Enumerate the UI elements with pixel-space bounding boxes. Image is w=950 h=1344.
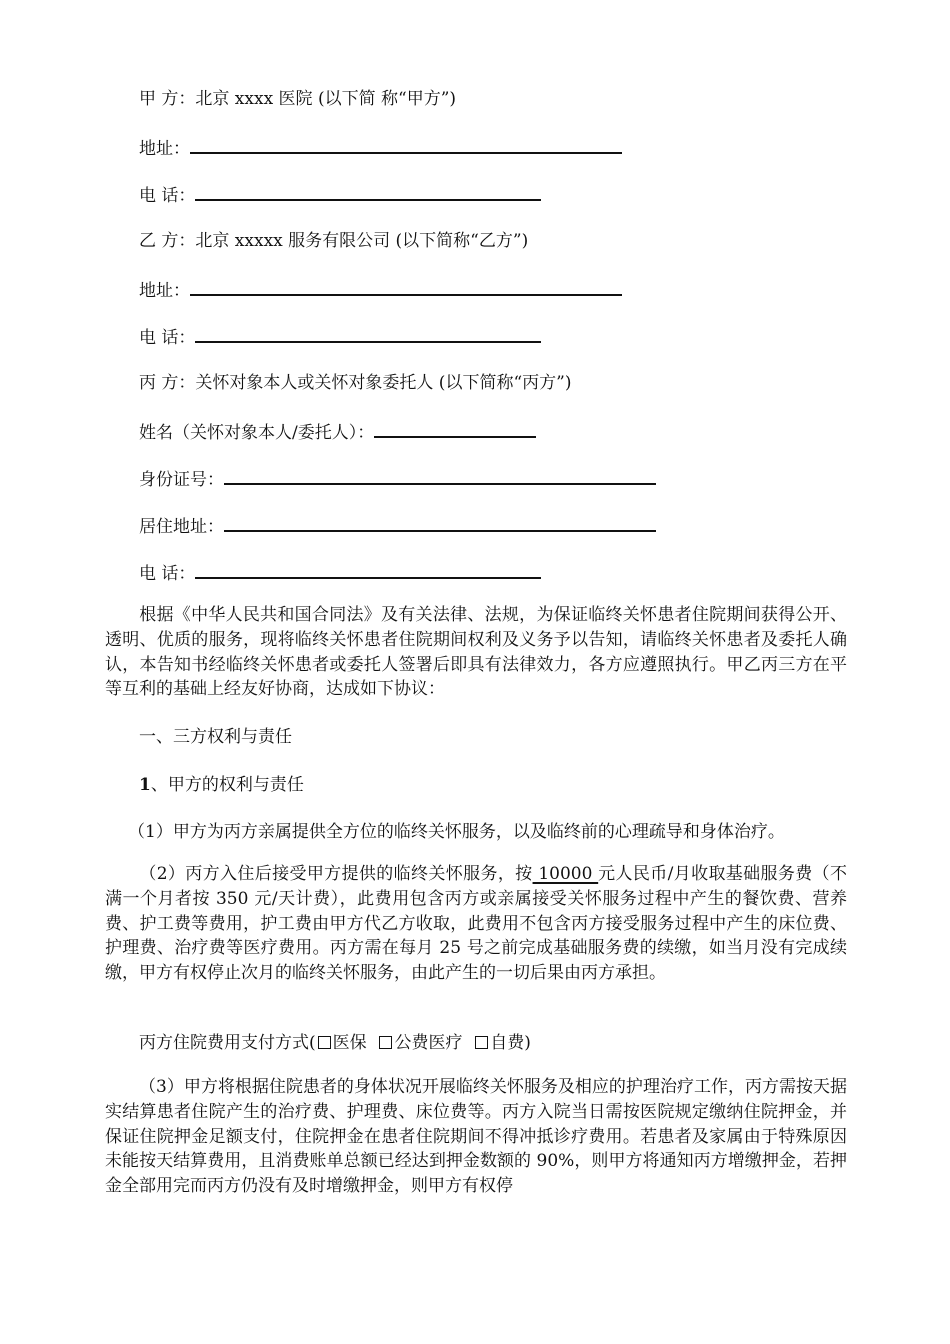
residence-label: 居住地址：: [139, 517, 224, 537]
self-pay-label: 自费: [490, 1033, 525, 1053]
address-label: 地址：: [139, 139, 190, 159]
section-title: 一、三方权利与责任: [139, 727, 292, 747]
party-b-address-field[interactable]: [190, 278, 622, 296]
public-medical-checkbox[interactable]: [379, 1036, 392, 1049]
party-a-phone-field[interactable]: [195, 183, 541, 201]
party-a-line: 甲 方：北京 xxxx 医院 (以下简 称“甲方”): [139, 89, 457, 109]
party-a-address-field[interactable]: [190, 136, 622, 154]
party-c-phone-row: [139, 561, 541, 585]
party-c-name-field[interactable]: [374, 420, 536, 438]
party-b-line: 乙 方：北京 xxxxx 服务有限公司 (以下简称“乙方”): [139, 231, 529, 251]
party-c-line: 丙 方：关怀对象本人或关怀对象委托人 (以下简称“丙方”): [139, 373, 572, 393]
intro-paragraph: [105, 603, 847, 702]
self-pay-checkbox[interactable]: [475, 1036, 488, 1049]
party-c-residence-row: [139, 514, 656, 538]
fee-amount: 10000: [532, 864, 599, 884]
party-c-residence-field[interactable]: [224, 514, 656, 532]
party-a-phone-row: [139, 183, 541, 207]
phone-label: 电 话：: [139, 328, 196, 348]
subsection-title-text: 、甲方的权利与责任: [150, 775, 304, 795]
id-label: 身份证号：: [139, 470, 224, 490]
intro-text: 根据《中华人民共和国合同法》及有关法律、法规，为保证临终关怀患者住院期间获得公开、透明、优质的服务，现将临终关怀患者住院期间权利及义务予以告知，请临终关怀患者及委托人确认，本告知书经临终关怀患者或委托人签署后即具有法律效力，各方应遵照执行。甲乙丙三方在平等互利的基础上经友好协商，达成如下协议：: [105, 605, 847, 700]
payment-label: 丙方住院费用支付方式(: [139, 1033, 316, 1053]
subsection-number: 1: [139, 775, 151, 795]
party-b-phone-field[interactable]: [195, 325, 541, 343]
clause-2-after: 元人民币/月收取基础服务费（不满一个月者按 350 元/天计费），此费用包含丙方或亲属接受关怀服务过程中产生的餐饮费、营养费、护工费等费用，护工费由甲方代乙方收取，此费用不包含丙方接受服务过程中产生的床位费、护理费、治疗费等医疗费用。丙方需在每月 25 号之前完成基础服务费的续缴，如当月没有完成续缴，甲方有权停止次月的临终关怀服务，由此产生的一切后果由丙方承担。: [105, 864, 847, 984]
payment-close: ): [524, 1033, 531, 1053]
payment-method-row: [139, 1032, 531, 1054]
party-a-address-row: [139, 136, 622, 160]
medical-insurance-label: 医保: [332, 1033, 367, 1053]
clause-2: [105, 862, 847, 986]
party-c-id-field[interactable]: [224, 467, 656, 485]
party-b-phone-row: [139, 325, 541, 349]
subsection-title: [139, 774, 304, 796]
phone-label: 电 话：: [139, 186, 196, 206]
address-label: 地址：: [139, 281, 190, 301]
clause-1: （1）甲方为丙方亲属提供全方位的临终关怀服务，以及临终前的心理疏导和身体治疗。: [128, 822, 785, 842]
public-medical-label: 公费医疗: [394, 1033, 463, 1053]
party-c-name-row: [139, 420, 536, 444]
party-b-address-row: [139, 278, 622, 302]
clause-3: [105, 1075, 847, 1199]
name-label: 姓名（关怀对象本人/委托人）：: [139, 423, 375, 443]
clause-2-before: （2）丙方入住后接受甲方提供的临终关怀服务，按: [139, 864, 533, 884]
clause-3-text: （3）甲方将根据住院患者的身体状况开展临终关怀服务及相应的护理治疗工作，丙方需按天据实结算患者住院产生的治疗费、护理费、床位费等。丙方入院当日需按医院规定缴纳住院押金，并保证住院押金足额支付，住院押金在患者住院期间不得冲抵诊疗费用。若患者及家属由于特殊原因未能按天结算费用，且消费账单总额已经达到押金数额的 90%，则甲方将通知丙方增缴押金，若押金全部用完而丙方仍没有及时增缴押金，则甲方有权停: [105, 1077, 847, 1197]
phone-label: 电 话：: [139, 564, 196, 584]
party-c-id-row: [139, 467, 656, 491]
party-c-phone-field[interactable]: [195, 561, 541, 579]
medical-insurance-checkbox[interactable]: [318, 1036, 331, 1049]
